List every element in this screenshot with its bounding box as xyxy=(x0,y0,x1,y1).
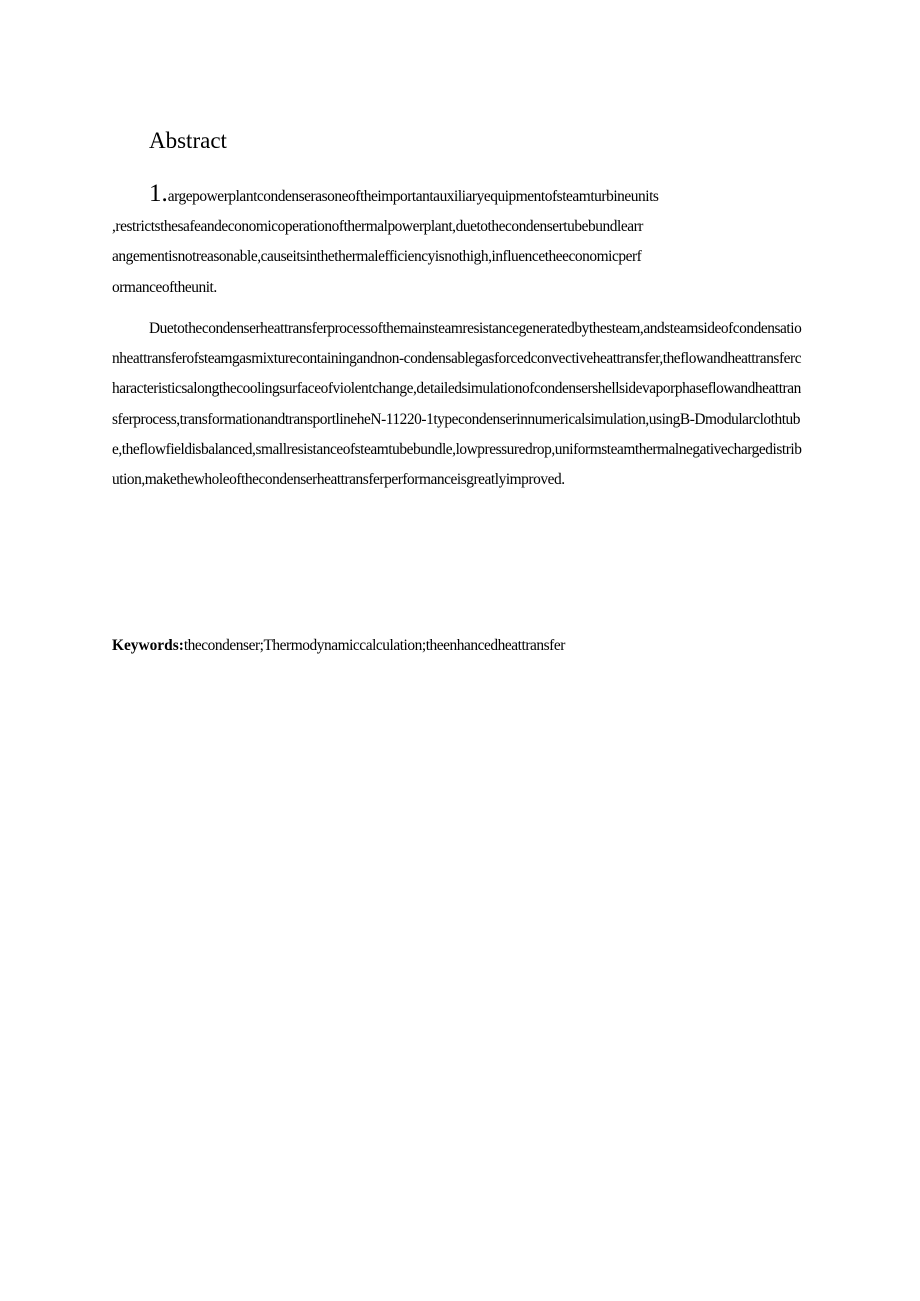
dropcap: 1. xyxy=(149,180,168,207)
paragraph-1-line: ormanceoftheunit. xyxy=(112,278,217,296)
abstract-heading: Abstract xyxy=(149,128,227,153)
paragraph-1-line: ,restrictsthesafeandeconomicoperationofthermalpowerplant,duetothecondensertubebundlearr xyxy=(112,218,643,236)
abstract-paragraph-1 xyxy=(112,179,802,303)
abstract-paragraph-2: Duetothecondenserheattransferprocessofthemainsteamresistancegeneratedbythesteam,andsteamsideofcondensationheattransferofsteamgasmixturecontainingandnon-condensablegasforcedconvectiveheattransfer,theflowandheattransfercharacteristicsalongthecoolingsurfaceofviolentchange,detailedsimulationofcondensershellsidevaporphaseflowandheattransferprocess,transformationandtransportlineheN-11220-1typecondenserinnumericalsimulation,usingB-Dmodularclothtube,theflowfieldisbalanced,smallresistanceofsteamtubebundle,lowpressuredrop,uniformsteamthermalnegativechargedistribution,makethewholeofthecondenserheattransferperformanceisgreatlyimproved. xyxy=(112,320,802,489)
paragraph-1-line: angementisnotreasonable,causeitsinthethermalefficiencyisnothigh,influencetheeconomicperf xyxy=(112,248,642,266)
keywords-text: thecondenser;Thermodynamiccalculation;theenhancedheattransfer xyxy=(183,637,565,654)
keywords-line xyxy=(112,634,565,658)
keywords-label: Keywords: xyxy=(112,637,184,654)
paragraph-1-line xyxy=(112,179,802,212)
paragraph-1-line-text: argepowerplantcondenserasoneoftheimportantauxiliaryequipmentofsteamturbineunits xyxy=(167,188,659,205)
